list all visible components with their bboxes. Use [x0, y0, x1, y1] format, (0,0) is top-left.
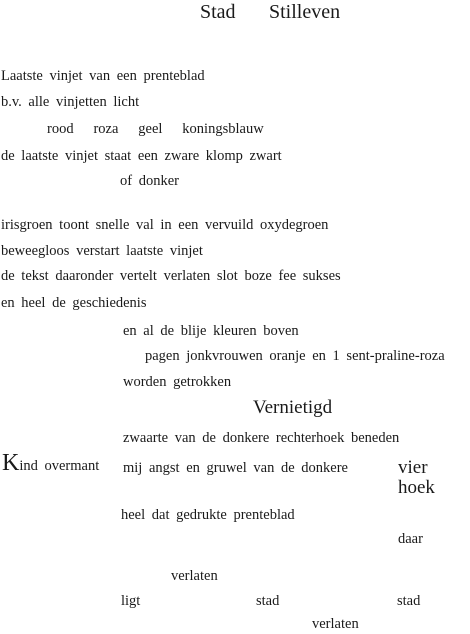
stanza1-line1: Laatste vinjet van een prenteblad [1, 68, 205, 84]
kind-line-middle: mij angst en gruwel van de donkere [123, 460, 348, 476]
kind-initial-k: K [2, 450, 20, 476]
vernietigd-word: Vernietigd [253, 397, 333, 418]
kind-line-rest: ind overmant [19, 458, 100, 474]
stanza1-line2: b.v. alle vinjetten licht [1, 94, 140, 110]
stanza1-line4: de laatste vinjet staat een zware klomp zwart [1, 148, 282, 164]
stanza1-line3: rood roza geel koningsblauw [47, 121, 264, 137]
verlaten-word-2: verlaten [312, 616, 359, 632]
stanza1-line5: of donker [120, 173, 179, 189]
vier-word: vier [398, 457, 428, 478]
stanza2-line4: en heel de geschiedenis [1, 295, 147, 311]
stanza3-line3: worden getrokken [123, 374, 232, 390]
stanza2-line1: irisgroen toont snelle val in een vervuild oxydegroen [1, 217, 329, 233]
poem-title-stad: Stad [200, 1, 236, 23]
stanza2-line2: beweegloos verstart laatste vinjet [1, 243, 203, 259]
poem-title-stilleven: Stilleven [269, 1, 341, 23]
verlaten-word-1: verlaten [171, 568, 218, 584]
stad-word-1: stad [256, 593, 280, 609]
ligt-word: ligt [121, 593, 141, 609]
stanza3-line2: pagen jonkvrouwen oranje en 1 sent-praline-roza [145, 348, 445, 364]
kind-line-start [2, 450, 100, 476]
hoek-word: hoek [398, 477, 435, 498]
stanza2-line3: de tekst daaronder vertelt verlaten slot boze fee sukses [1, 268, 341, 284]
ending-line1: heel dat gedrukte prenteblad [121, 507, 295, 523]
stanza3-line4: zwaarte van de donkere rechterhoek beneden [123, 430, 400, 446]
daar-word: daar [398, 531, 423, 547]
stanza3-line1: en al de blije kleuren boven [123, 323, 299, 339]
stad-word-2: stad [397, 593, 421, 609]
